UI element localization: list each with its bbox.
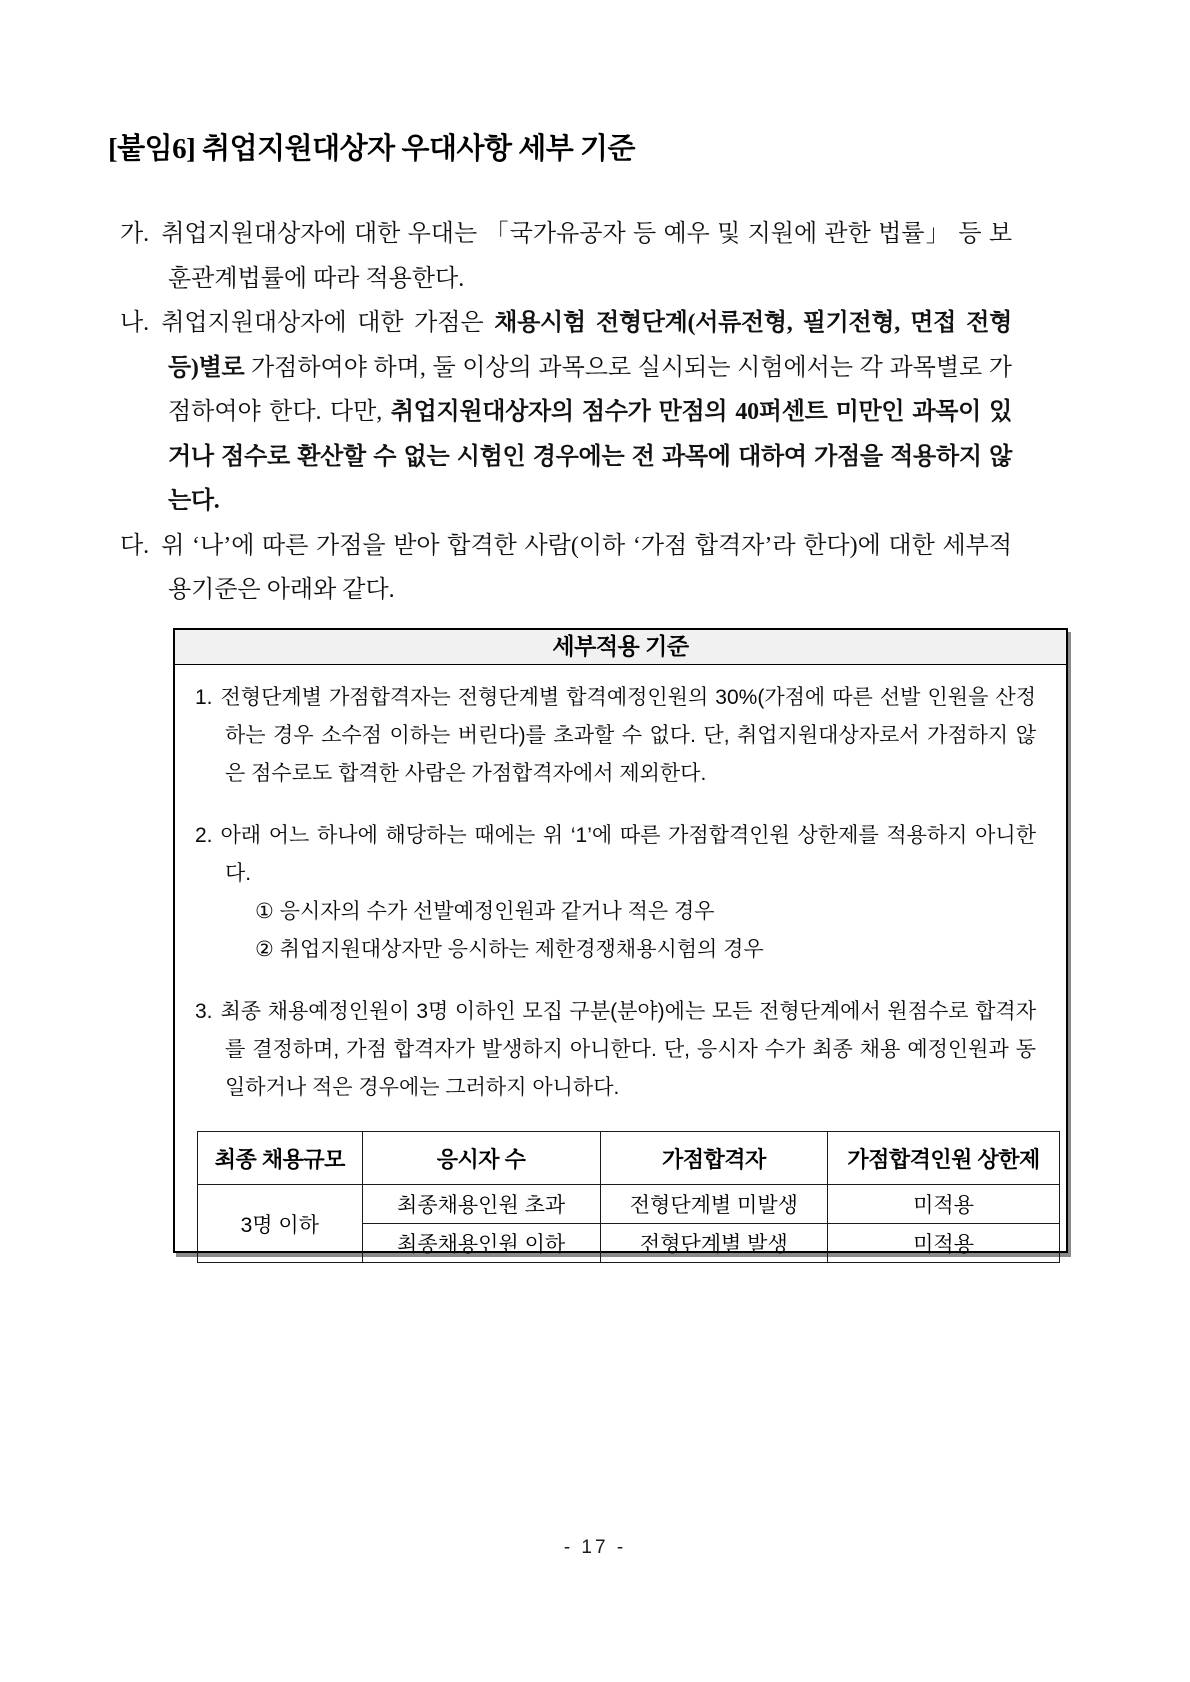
paragraph-text: 취업지원대상자에 대한 가점은 (161, 310, 495, 336)
table-header-row (198, 1132, 1060, 1185)
criteria-box (173, 628, 1068, 1256)
table-row (198, 1185, 1060, 1224)
item-number: 1. (195, 686, 213, 709)
criteria-subitem-1: ① 응시자의 수가 선발예정인원과 같거나 적은 경우 (255, 900, 715, 923)
cell-applicant-count: 최종채용인원 초과 (362, 1185, 600, 1224)
paragraph-ga (106, 212, 1012, 301)
body-paragraphs (106, 212, 1012, 613)
paragraph-text: 취업지원대상자에 대한 우대는 「국가유공자 등 예우 및 지원에 관한 법률」 등 보훈관계법률에 따라 적용한다. (161, 221, 1012, 292)
criteria-item-1 (195, 679, 1036, 793)
page-title: [붙임6] 취업지원대상자 우대사항 세부 기준 (108, 133, 636, 165)
list-marker: 다. (120, 532, 150, 559)
paragraph-text-bold: 취업지원대상자의 점수가 만점의 40퍼센트 미만인 과목이 있거나 점수로 환산할 수 없는 시험인 경우에는 전 과목에 대하여 가점을 적용하지 않는다. (168, 399, 1012, 514)
item-number: 3. (195, 1000, 213, 1023)
item-text: 최종 채용예정인원이 3명 이하인 모집 구분(분야)에는 모든 전형단계에서 원점수로 합격자를 결정하며, 가점 합격자가 발생하지 아니한다. 단, 응시자 수가 최종 채용 예정인원과 동일하거나 적은 경우에는 그러하지 아니하다. (220, 1000, 1036, 1099)
criteria-item-3 (195, 993, 1036, 1107)
criteria-table-body (198, 1185, 1060, 1263)
col-header-bonus-passer: 가점합격자 (600, 1132, 828, 1185)
page-number: - 17 - (563, 1537, 627, 1558)
cell-bonus-passer: 전형단계별 발생 (600, 1224, 828, 1263)
paragraph-da (106, 524, 1012, 613)
criteria-subitem-2: ② 취업지원대상자만 응시하는 제한경쟁채용시험의 경우 (255, 938, 764, 961)
criteria-table-head (198, 1132, 1060, 1185)
criteria-table (197, 1131, 1060, 1263)
col-header-bonus-cap: 가점합격인원 상한제 (828, 1132, 1060, 1185)
cell-bonus-passer: 전형단계별 미발생 (600, 1185, 828, 1224)
paragraph-text: 위 ‘나’에 따른 가점을 받아 합격한 사람(이하 ‘가점 합격자’라 한다)에 대한 세부적용기준은 아래와 같다. (161, 532, 1012, 603)
criteria-item-2 (195, 817, 1036, 969)
cell-bonus-cap: 미적용 (828, 1224, 1060, 1263)
paragraph-na (106, 301, 1012, 524)
list-marker: 가. (120, 221, 150, 247)
item-number: 2. (195, 824, 213, 847)
list-marker: 나. (120, 310, 150, 336)
cell-applicant-count: 최종채용인원 이하 (362, 1224, 600, 1263)
cell-hiring-scale: 3명 이하 (198, 1185, 363, 1263)
criteria-box-title: 세부적용 기준 (175, 630, 1066, 665)
criteria-box-body (175, 665, 1066, 1263)
col-header-final-hiring-scale: 최종 채용규모 (198, 1132, 363, 1185)
item-text: 전형단계별 가점합격자는 전형단계별 합격예정인원의 30%(가점에 따른 선발 인원을 산정하는 경우 소수점 이하는 버린다)를 초과할 수 없다. 단, 취업지원대상자로서 가점하지 않은 점수로도 합격한 사람은 가점합격자에서 제외한다. (220, 686, 1036, 785)
col-header-applicant-count: 응시자 수 (362, 1132, 600, 1185)
item-text: 아래 어느 하나에 해당하는 때에는 위 ‘1’에 따른 가점합격인원 상한제를 적용하지 아니한다. (220, 824, 1036, 885)
cell-bonus-cap: 미적용 (828, 1185, 1060, 1224)
paragraph-text: 가점하여야 하며, 둘 이상의 과목으로 실시되는 시험에서는 각 과목별로 가점하여야 한다. 다만, (168, 354, 1012, 425)
paragraph-text-bold: 채용시험 전형단계(서류전형, 필기전형, 면접 전형 등)별로 (168, 310, 1012, 381)
